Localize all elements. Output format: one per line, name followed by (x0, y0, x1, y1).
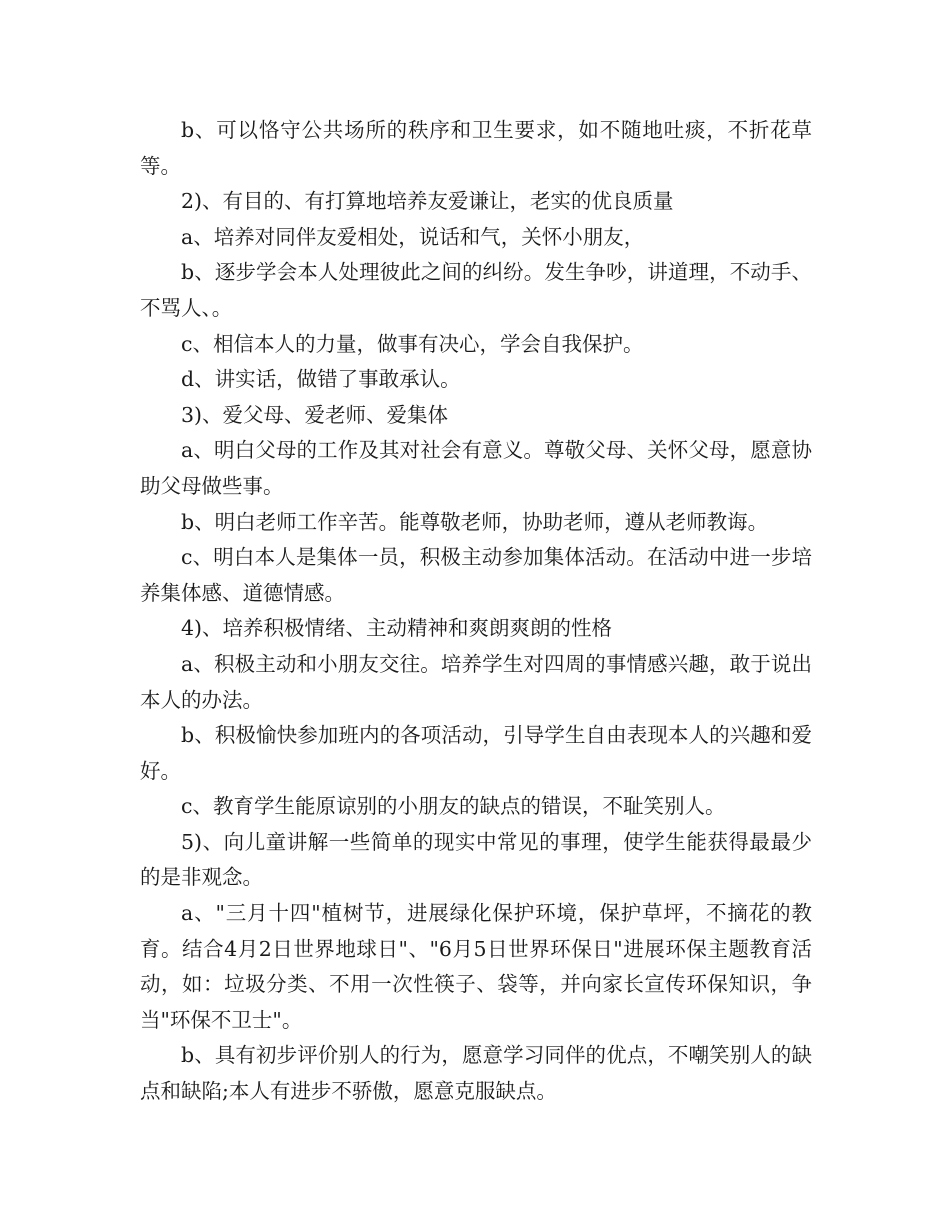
paragraph-self-confidence: c、相信本人的力量，做事有决心，学会自我保护。 (181, 331, 644, 356)
paragraph-honesty: d、讲实话，做错了事敢承认。 (181, 367, 461, 392)
paragraph-environment: a、"三月十四"植树节，进展绿化保护环境，保护草坪，不摘花的教育。结合4月2日世界地球日"、"6月5日世界环保日"进展环保主题教育活动，如：垃圾分类、不用一次性筷子、袋等，并向家长宣传环保知识，争当"环保不卫士"。 (140, 901, 812, 1032)
paragraph-section-4: 4)、培养积极情绪、主动精神和爽朗爽朗的性格 (181, 616, 613, 641)
document-body (140, 113, 812, 1110)
paragraph-disputes: b、逐步学会本人处理彼此之间的纠纷。发生争吵，讲道理，不动手、不骂人、。 (140, 260, 812, 320)
paragraph-evaluation: b、具有初步评价别人的行为，愿意学习同伴的优点，不嘲笑别人的缺点和缺陷;本人有进步不骄傲，愿意克服缺点。 (140, 1043, 812, 1104)
paragraph-collective: c、明白本人是集体一员，积极主动参加集体活动。在活动中进一步培养集体感、道德情感。 (140, 545, 812, 605)
paragraph-section-2: 2)、有目的、有打算地培养友爱谦让，老实的优良质量 (181, 189, 674, 214)
paragraph-forgive: c、教育学生能原谅别的小朋友的缺点的错误，不耻笑别人。 (181, 794, 726, 819)
paragraph-section-5: 5)、向儿童讲解一些简单的现实中常见的事理，使学生能获得最最少的是非观念。 (140, 829, 812, 890)
paragraph-friendly: a、培养对同伴友爱相处，说话和气，关怀小朋友， (181, 224, 645, 249)
paragraph-teachers: b、明白老师工作辛苦。能尊敬老师，协助老师，遵从老师教诲。 (181, 509, 769, 534)
paragraph-hygiene: b、可以恪守公共场所的秩序和卫生要求，如不随地吐痰，不折花草等。 (140, 118, 812, 178)
paragraph-social: a、积极主动和小朋友交往。培养学生对四周的事情感兴趣，敢于说出本人的办法。 (140, 651, 812, 712)
paragraph-parents: a、明白父母的工作及其对社会有意义。尊敬父母、关怀父母，愿意协助父母做些事。 (140, 438, 812, 498)
paragraph-activities: b、积极愉快参加班内的各项活动，引导学生自由表现本人的兴趣和爱好。 (140, 723, 812, 783)
paragraph-section-3: 3)、爱父母、爱老师、爱集体 (181, 402, 449, 427)
